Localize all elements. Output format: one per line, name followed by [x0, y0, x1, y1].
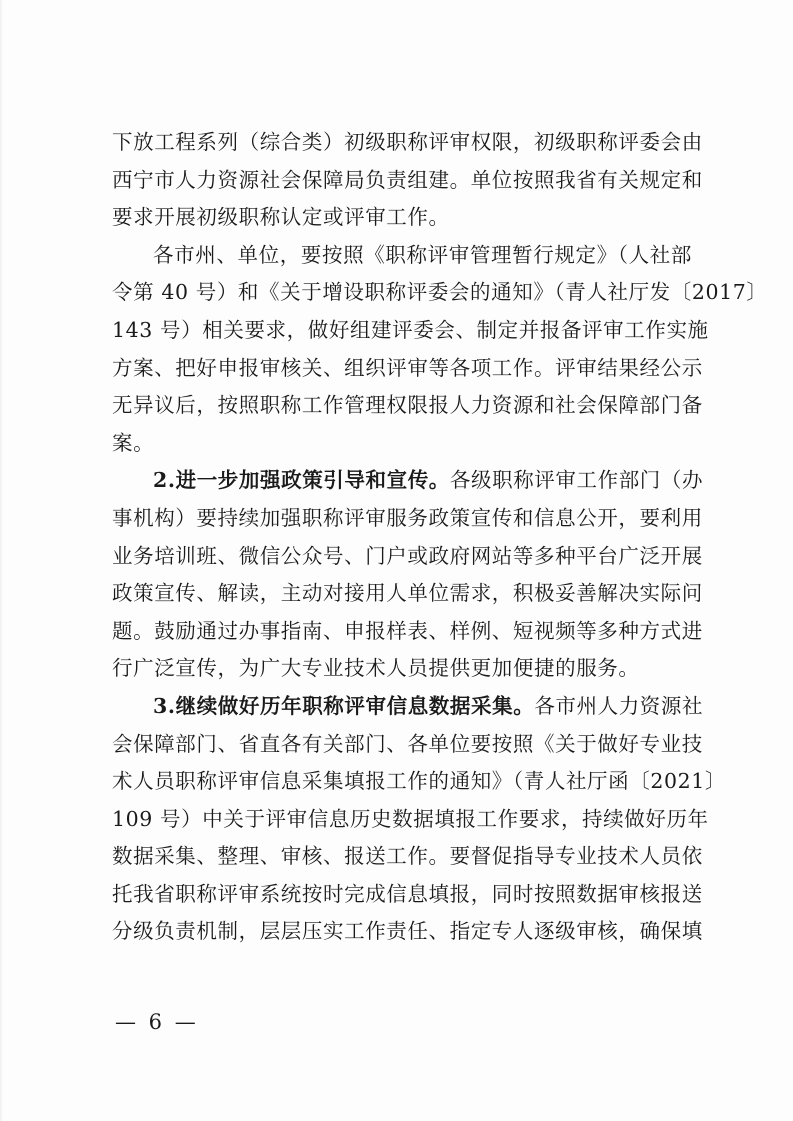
section-heading-line: [112, 462, 704, 500]
paragraph-line: 题。鼓励通过办事指南、申报样表、样例、短视频等多种方式进: [112, 618, 703, 643]
paragraph-line: 西宁市人力资源社会保障局负责组建。单位按照我省有关规定和: [112, 167, 703, 192]
paragraph-line: 要求开展初级职称认定或评审工作。: [112, 205, 450, 230]
section-heading-line: [112, 688, 704, 726]
page-number: — 6 —: [115, 1010, 199, 1034]
section-heading-continuation: 各市州人力资源社: [534, 693, 704, 718]
document-body: [112, 124, 768, 951]
paragraph-line: 令第 40 号）和《关于增设职称评委会的通知》（青人社厅发〔2017〕: [112, 280, 768, 305]
scan-edge-shadow: [0, 0, 3, 1121]
paragraph-line: 托我省职称评审系统按时完成信息填报，同时按照数据审核报送: [112, 881, 703, 906]
paragraph-line: 案。: [112, 430, 155, 455]
paragraph-line: 事机构）要持续加强职称评审服务政策宣传和信息公开，要利用: [112, 505, 703, 530]
paragraph-line: 政策宣传、解读，主动对接用人单位需求，积极妥善解决实际问: [112, 581, 703, 606]
paragraph-line: 109 号）中关于评审信息历史数据填报工作要求，持续做好历年: [112, 806, 709, 831]
paragraph-line: 分级负责机制，层层压实工作责任、指定专人逐级审核，确保填: [112, 919, 703, 944]
paragraph-line: 行广泛宣传，为广大专业技术人员提供更加便捷的服务。: [112, 656, 640, 681]
paragraph-line: 会保障部门、省直各有关部门、各单位要按照《关于做好专业技: [112, 731, 703, 756]
paragraph-line: 无异议后，按照职称工作管理权限报人力资源和社会保障部门备: [112, 393, 703, 418]
paragraph-line: 术人员职称评审信息采集填报工作的通知》（青人社厅函〔2021〕: [112, 769, 727, 794]
section-heading: 2.进一步加强政策引导和宣传。: [153, 468, 450, 493]
paragraph-line: 143 号）相关要求，做好组建评委会、制定并报备评审工作实施: [112, 317, 709, 342]
section-heading-continuation: 各级职称评审工作部门（办: [449, 468, 704, 493]
paragraph-line: 各市州、单位，要按照《职称评审管理暂行规定》（人社部: [153, 242, 692, 267]
paragraph-line: 业务培训班、微信公众号、门户或政府网站等多种平台广泛开展: [112, 543, 703, 568]
paragraph-line: 下放工程系列（综合类）初级职称评审权限，初级职称评委会由: [112, 130, 703, 154]
section-heading: 3.继续做好历年职称评审信息数据采集。: [153, 693, 535, 718]
paragraph-line: 数据采集、整理、审核、报送工作。要督促指导专业技术人员依: [112, 844, 703, 869]
paragraph-line: 方案、把好申报审核关、组织评审等各项工作。评审结果经公示: [112, 355, 703, 380]
